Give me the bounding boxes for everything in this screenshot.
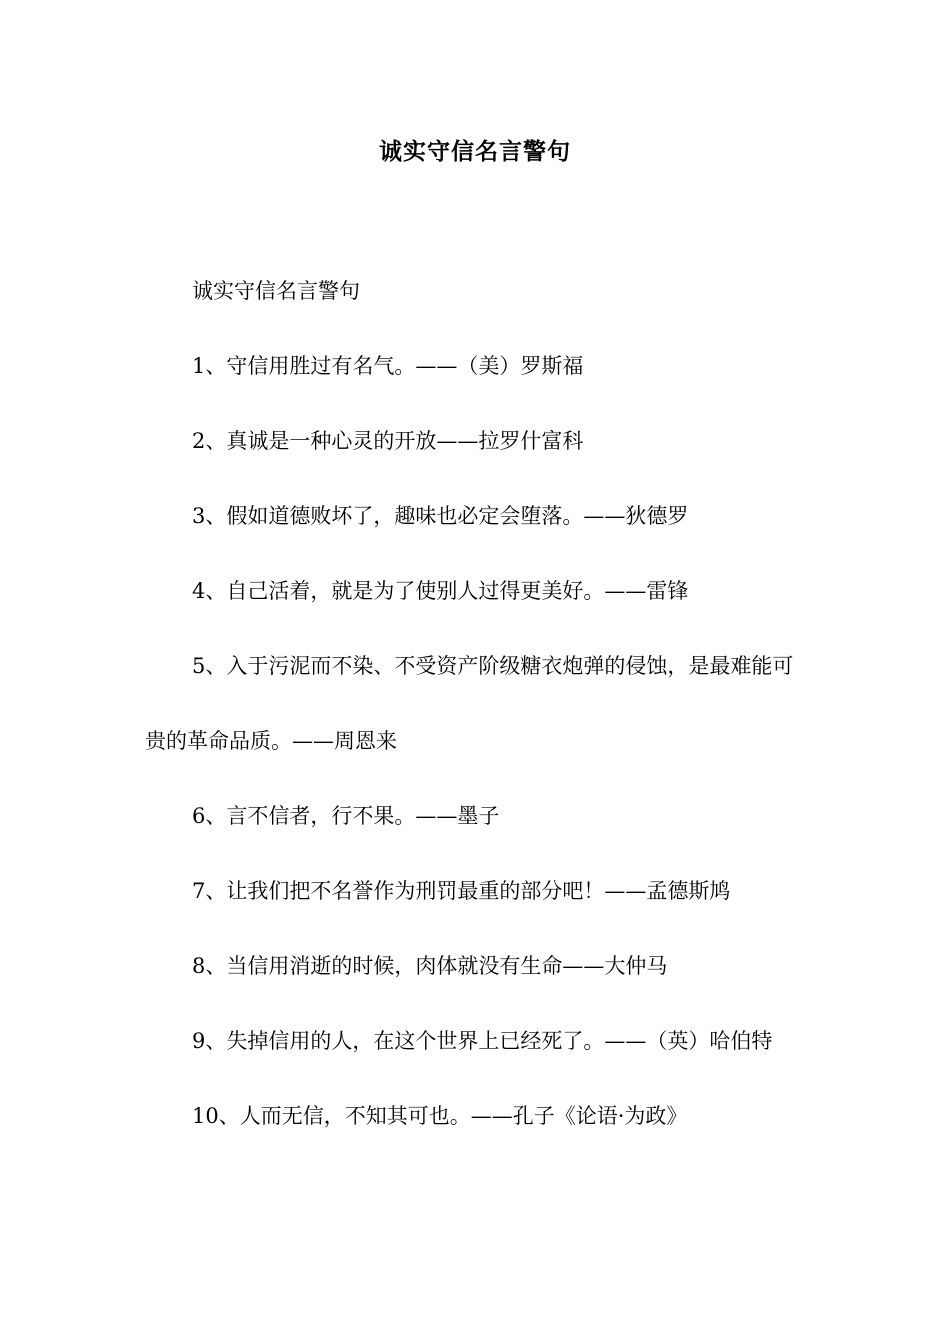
quote-paragraph: 8、当信用消逝的时候，肉体就没有生命——大仲马 [192,954,668,978]
quote-paragraph: 2、真诚是一种心灵的开放——拉罗什富科 [192,429,584,453]
document-body [145,254,813,1154]
quote-paragraph: 6、言不信者，行不果。——墨子 [192,804,500,828]
quote-paragraph: 3、假如道德败坏了，趣味也必定会堕落。——狄德罗 [192,504,689,528]
quote-paragraph: 1、守信用胜过有名气。——（美）罗斯福 [192,354,584,378]
quote-paragraph: 5、入于污泥而不染、不受资产阶级糖衣炮弹的侵蚀，是最难能可贵的革命品质。——周恩来 [145,654,794,753]
quote-paragraph: 7、让我们把不名誉作为刑罚最重的部分吧！——孟德斯鸠 [192,879,731,903]
document-title: 诚实守信名言警句 [379,138,571,165]
quote-paragraph: 9、失掉信用的人，在这个世界上已经死了。——（英）哈伯特 [192,1029,773,1053]
quote-paragraph: 10、人而无信，不知其可也。——孔子《论语·为政》 [192,1104,688,1128]
quote-paragraph: 4、自己活着，就是为了使别人过得更美好。——雷锋 [192,579,689,603]
intro-paragraph: 诚实守信名言警句 [192,279,360,303]
